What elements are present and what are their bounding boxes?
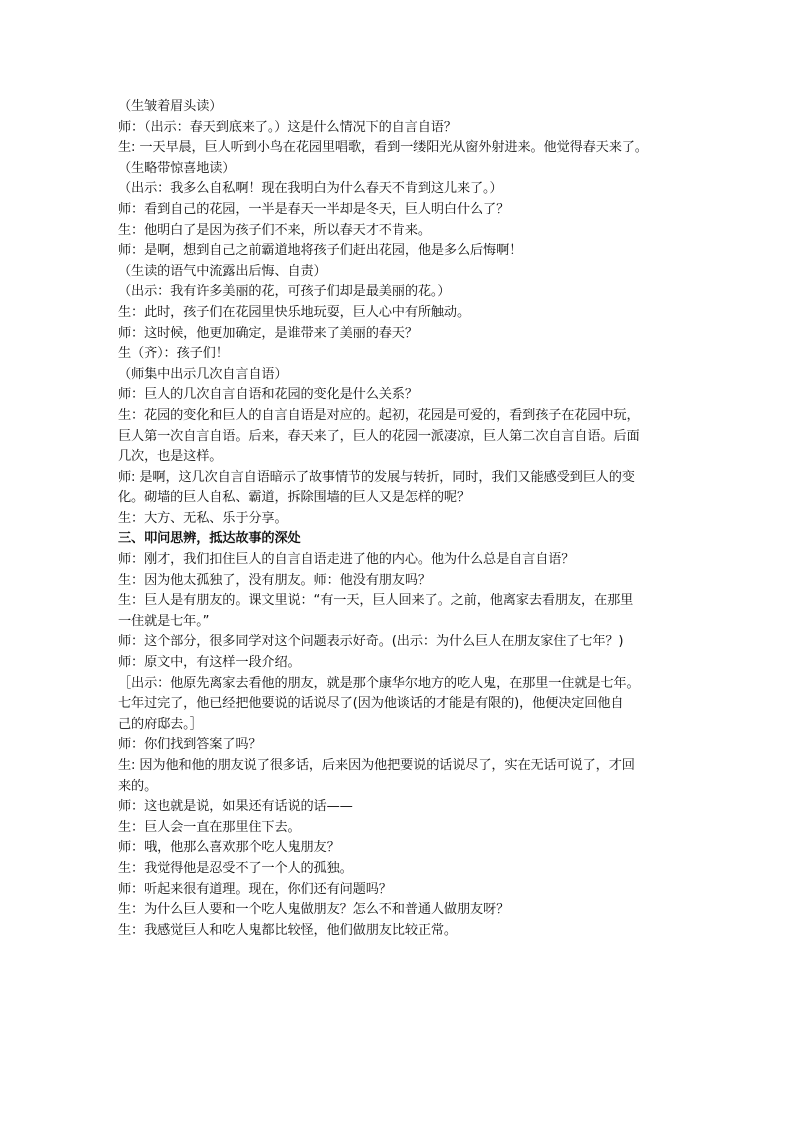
text-line: 师: 是啊，这几次自言自语暗示了故事情节的发展与转折，同时，我们又能感受到巨人的变: [118, 469, 635, 485]
text-line: 师：是啊，想到自己之前霸道地将孩子们赶出花园，他是多么后悔啊！: [118, 243, 523, 259]
text-line: 师：这个部分，很多同学对这个问题表示好奇。(出示：为什么巨人在朋友家住了七年？): [118, 634, 624, 650]
text-line: 师：巨人的几次自言自语和花园的变化是什么关系？: [118, 387, 418, 403]
text-line: （师集中出示几次自言自语）: [118, 366, 288, 382]
text-line: ［出示：他原先离家去看他的朋友，就是那个康华尔地方的吃人鬼，在那里一住就是七年。: [118, 675, 640, 691]
text-line: 师：原文中，有这样一段介绍。: [118, 655, 301, 671]
text-line: 七年过完了，他已经把他要说的话说尽了(因为他谈话的才能是有限的)，他便决定回他自: [118, 696, 624, 712]
text-line: 师：这也就是说，如果还有话说的话——: [118, 799, 353, 815]
text-line: （出示：我有许多美丽的花，可孩子们却是最美丽的花。）: [118, 284, 451, 300]
text-line: 师：这时候，他更加确定，是谁带来了美丽的春天？: [118, 325, 418, 341]
text-line: 己的府邸去。］: [118, 716, 203, 732]
text-line: 师：看到自己的花园，一半是春天一半却是冬天，巨人明白什么了？: [118, 201, 510, 217]
text-line: 生：我感觉巨人和吃人鬼都比较怪，他们做朋友比较正常。: [118, 922, 457, 938]
text-line: 生：大方、无私、乐于分享。: [118, 510, 288, 526]
document-body: [118, 97, 683, 941]
text-line: 生：巨人会一直在那里住下去。: [118, 819, 301, 835]
text-line: 来的。: [118, 778, 158, 794]
text-line: 生: 因为他和他的朋友说了很多话，后来因为他把要说的话说尽了，实在无话可说了，才回: [118, 758, 635, 773]
text-line: 师：听起来很有道理。现在，你们还有问题吗？: [118, 881, 392, 897]
text-line: 生: 一天早晨，巨人听到小鸟在花园里唱歌，看到一缕阳光从窗外射进来。他觉得春天来了。: [118, 140, 648, 156]
text-line: 巨人第一次自言自语。后来，春天来了，巨人的花园一派凄凉，巨人第二次自言自语。后面: [118, 428, 640, 444]
text-line: 师：刚才，我们扣住巨人的自言自语走进了他的内心。他为什么总是自言自语？: [118, 552, 575, 568]
text-line: 生（齐）：孩子们！: [118, 346, 229, 362]
text-line: （生皱着眉头读）: [118, 99, 223, 114]
text-line: 化。砌墙的巨人自私、霸道，拆除围墙的巨人又是怎样的呢？: [118, 490, 471, 506]
text-line: （生略带惊喜地读）: [118, 160, 236, 176]
text-line: 生：此时，孩子们在花园里快乐地玩耍，巨人心中有所触动。: [118, 304, 471, 320]
text-line: 师：你们找到答案了吗？: [118, 737, 262, 753]
text-line: 师：（出示：春天到底来了。）这是什么情况下的自言自语？: [118, 119, 457, 135]
text-line: 生：花园的变化和巨人的自言自语是对应的。起初，花园是可爱的，看到孩子在花园中玩，: [118, 407, 640, 423]
text-line: 生：巨人是有朋友的。课文里说：“有一天，巨人回来了。之前，他离家去看朋友，在那里: [118, 593, 634, 609]
text-line: 几次，也是这样。: [118, 449, 223, 465]
text-line: 生：我觉得他是忍受不了一个人的孤独。: [118, 860, 353, 876]
text-line: 生：他明白了是因为孩子们不来，所以春天才不肯来。: [118, 222, 431, 238]
section-heading: 三、叩问思辨，抵达故事的深处: [118, 531, 301, 547]
text-line: （出示：我多么自私啊！现在我明白为什么春天不肯到这儿来了。）: [118, 181, 503, 197]
text-line: 生：因为他太孤独了，没有朋友。师：他没有朋友吗？: [118, 572, 431, 588]
text-line: （生读的语气中流露出后悔、自责）: [118, 263, 327, 279]
text-line: 师：哦，他那么喜欢那个吃人鬼朋友？: [118, 840, 340, 856]
text-line: 生：为什么巨人要和一个吃人鬼做朋友？怎么不和普通人做朋友呀？: [118, 902, 510, 918]
text-line: 一住就是七年。”: [118, 613, 210, 629]
